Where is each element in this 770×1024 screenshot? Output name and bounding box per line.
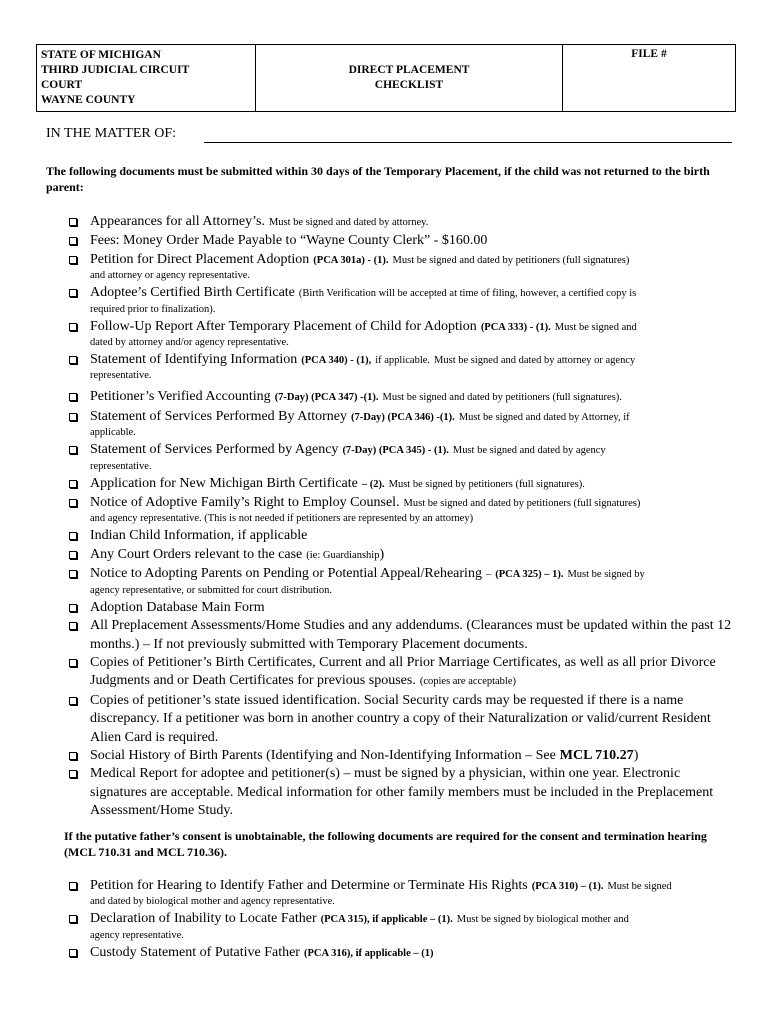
court-line: COURT [41,79,83,91]
title-line: DIRECT PLACEMENT [348,64,470,76]
checkbox-icon[interactable] [69,393,77,401]
checkbox-icon[interactable] [69,356,77,364]
checkbox-icon[interactable] [69,237,77,245]
matter-label: IN THE MATTER OF: [46,126,177,141]
court-line: WAYNE COUNTY [41,94,136,106]
checkbox-icon[interactable] [69,752,77,760]
matter-input-line[interactable] [204,142,732,143]
checkbox-icon[interactable] [69,949,77,957]
list-item: Statement of Services Performed by Agency (7-Day) (PCA 345) - (1). Must be signed and dated by agency representative. [64,440,734,473]
list-item: Declaration of Inability to Locate Father (PCA 315), if applicable – (1). Must be signed by biological mother and agency representative. [64,909,734,942]
intro-text: The following documents must be submitted within 30 days of the Temporary Placement, if the child was not returned to the birth parent: [46,164,710,194]
checkbox-icon[interactable] [69,659,77,667]
checkbox-icon[interactable] [69,570,77,578]
list-item: Copies of petitioner’s state issued identification. Social Security cards may be requested if there is a name discrepancy. If a petitioner was born in another country a copy of their Naturalization or valid/current Resident Alien Card is required. [64,691,734,746]
header-table [36,44,736,112]
list-item: Adoptee’s Certified Birth Certificate (Birth Verification will be accepted at time of filing, however, a certified copy is required prior to finalization). [64,283,734,316]
checkbox-icon[interactable] [69,256,77,264]
list-item: Medical Report for adoptee and petitioner(s) – must be signed by a physician, within one year. Electronic signatures are acceptable. Medical information for other family members must be included in the Preplacement Assessment/Home Study. [64,764,734,819]
checkbox-icon[interactable] [69,218,77,226]
list-item: Statement of Services Performed By Attorney (7-Day) (PCA 346) -(1). Must be signed and dated by Attorney, if applicable. [64,407,734,440]
list-item: Notice to Adopting Parents on Pending or Potential Appeal/Rehearing – (PCA 325) – 1). Must be signed by agency representative, or submitted for court distribution. [64,564,734,597]
court-info [37,45,256,112]
checkbox-icon[interactable] [69,770,77,778]
checkbox-icon[interactable] [69,499,77,507]
checklist-putative-father [64,876,734,962]
checkbox-icon[interactable] [69,882,77,890]
checklist-primary [64,212,734,820]
checkbox-icon[interactable] [69,446,77,454]
list-item: Application for New Michigan Birth Certificate – (2). Must be signed by petitioners (full signatures). [64,474,734,493]
list-item: Petitioner’s Verified Accounting (7-Day) (PCA 347) -(1). Must be signed and dated by petitioners (full signatures). [64,387,734,406]
title-line: CHECKLIST [374,79,444,91]
list-item: Notice of Adoptive Family’s Right to Employ Counsel. Must be signed and dated by petitioners (full signatures) and agency representative. (This is not needed if petitioners are represented by an attorney) [64,493,734,526]
list-item: Fees: Money Order Made Payable to “Wayne County Clerk” - $160.00 [64,231,734,249]
checkbox-icon[interactable] [69,289,77,297]
checkbox-icon[interactable] [69,551,77,559]
file-label: FILE # [631,48,667,60]
checkbox-icon[interactable] [69,697,77,705]
list-item: Custody Statement of Putative Father (PCA 316), if applicable – (1) [64,943,734,962]
checkbox-icon[interactable] [69,413,77,421]
checkbox-icon[interactable] [69,480,77,488]
list-item: All Preplacement Assessments/Home Studies and any addendums. (Clearances must be updated within the past 12 months.) – If not previously submitted with Temporary Placement documents. [64,616,734,653]
file-number-field[interactable] [563,45,736,112]
checkbox-icon[interactable] [69,915,77,923]
court-line: STATE OF MICHIGAN [41,49,161,61]
list-item: Petition for Hearing to Identify Father and Determine or Terminate His Rights (PCA 310) – (1). Must be signed and dated by biological mother and agency representative. [64,876,734,909]
list-item: Social History of Birth Parents (Identifying and Non-Identifying Information – See MCL 710.27) [64,746,734,764]
list-item: Copies of Petitioner’s Birth Certificates, Current and all Prior Marriage Certificates, as well as all prior Divorce Judgments and or Death Certificates for previous spouses. (copies are acceptable) [64,653,734,691]
list-item: Petition for Direct Placement Adoption (PCA 301a) - (1). Must be signed and dated by petitioners (full signatures) and attorney or agency representative. [64,250,734,283]
court-line: THIRD JUDICIAL CIRCUIT [41,64,190,76]
list-item: Adoption Database Main Form [64,598,734,616]
checkbox-icon[interactable] [69,622,77,630]
checkbox-icon[interactable] [69,323,77,331]
list-item: Any Court Orders relevant to the case (ie: Guardianship) [64,545,734,564]
checkbox-icon[interactable] [69,604,77,612]
list-item: Statement of Identifying Information (PCA 340) - (1), if applicable. Must be signed and dated by attorney or agency representative. [64,350,734,383]
list-item: Follow-Up Report After Temporary Placement of Child for Adoption (PCA 333) - (1). Must be signed and dated by attorney and/or agency representative. [64,317,734,350]
list-item: Indian Child Information, if applicable [64,526,734,544]
putative-father-section-heading: If the putative father’s consent is unobtainable, the following documents are required for the consent and termination hearing (MCL 710.31 and MCL 710.36). [64,829,707,859]
checkbox-icon[interactable] [69,532,77,540]
document-title [256,45,563,112]
list-item: Appearances for all Attorney’s. Must be signed and dated by attorney. [64,212,734,231]
